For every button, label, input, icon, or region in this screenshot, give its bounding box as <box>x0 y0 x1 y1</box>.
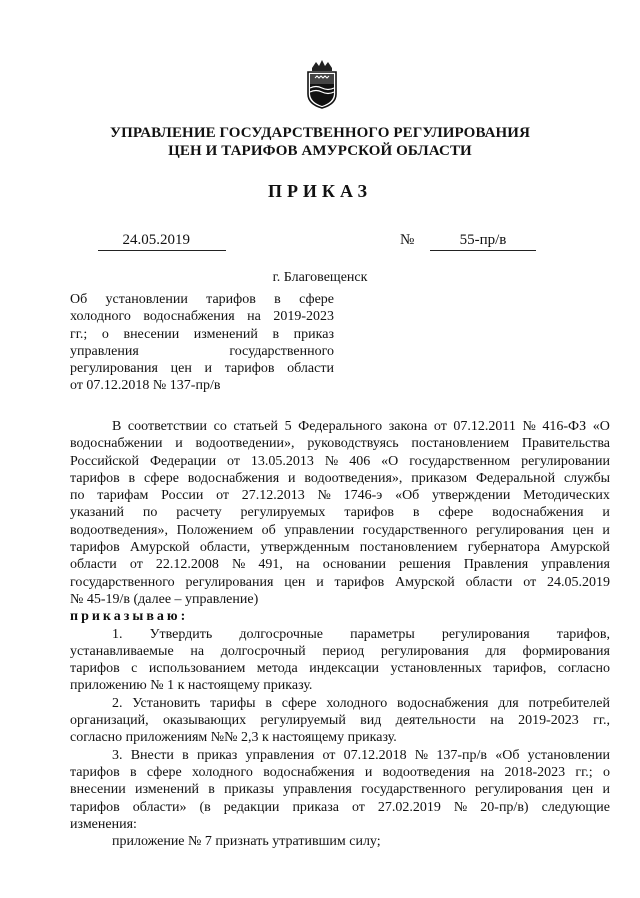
body-line <box>70 591 610 608</box>
body-line: устанавливаемые на долгосрочный период регулирования для формирования <box>70 643 610 659</box>
body-line <box>70 833 610 850</box>
subject-word: и <box>204 361 213 377</box>
subject-line <box>70 291 334 308</box>
order-body <box>70 418 610 850</box>
subject-word: установлении <box>105 292 188 307</box>
subject-word: на <box>247 309 261 325</box>
subject-word: управления <box>70 343 139 359</box>
organization-name <box>80 124 560 160</box>
body-line: тарифов в сфере водоснабжения и водоотведения», приказом Федеральной службы <box>70 470 610 486</box>
body-line: 3. Внести в приказ управления от 07.12.2018 № 137-пр/в «Об установлении <box>112 747 610 763</box>
subject-word: холодного <box>70 309 131 325</box>
subject-line <box>70 360 334 377</box>
subject-word: государственного <box>229 343 334 359</box>
body-line-text: приложению № 1 к настоящему приказу. <box>70 678 313 694</box>
subject-word: тарифов <box>206 292 256 307</box>
body-line <box>70 729 610 746</box>
body-line: Российской Федерации от 13.05.2013 № 406 «О государственном регулировании <box>70 453 610 469</box>
body-line-text: приложение № 7 признать утратившим силу; <box>112 834 381 850</box>
subject-word: в <box>274 292 281 307</box>
body-line: государственного регулирования цен и тарифов Амурской области от 24.05.2019 <box>70 574 610 590</box>
body-line-text: приказываю: <box>70 609 189 625</box>
subject-line <box>70 326 334 343</box>
body-line: 1. Утвердить долгосрочные параметры регулирования тарифов, <box>112 626 610 642</box>
body-line-text: согласно приложениям №№ 2,3 к настоящему приказу. <box>70 730 397 746</box>
subject-word: Об <box>70 292 88 307</box>
org-line-1: УПРАВЛЕНИЕ ГОСУДАРСТВЕННОГО РЕГУЛИРОВАНИЯ <box>109 125 531 141</box>
body-line: тарифов в сфере холодного водоснабжения и водоотведения на 2018-2023 гг.; о <box>70 764 610 780</box>
subject-word: гг.; <box>70 326 88 342</box>
subject-word: области <box>287 361 334 377</box>
body-line: водоснабжении и водоотведении», руководствуясь постановлением Правительства <box>70 436 610 452</box>
body-line: внесении изменений в приказы управления государственного регулирования цен и <box>70 782 610 798</box>
city-name: г. Благовещенск <box>272 270 368 285</box>
subject-word: от 07.12.2018 № 137-пр/в <box>70 378 221 394</box>
subject-word: в <box>272 326 280 342</box>
subject-word: регулирования <box>70 361 158 377</box>
subject-word: 2019-2023 <box>273 309 334 325</box>
subject-word: сфере <box>299 292 334 307</box>
number-sign: № <box>400 232 415 248</box>
subject-word: водоснабжения <box>143 309 235 325</box>
body-line: тарифов с использованием метода индексации установленных тарифов, согласно <box>70 661 610 677</box>
body-line: В соответствии со статьей 5 Федерального закона от 07.12.2011 № 416-ФЗ «О <box>112 419 610 434</box>
order-verb <box>70 608 610 625</box>
subject-line <box>70 343 334 360</box>
body-line-text: № 45-19/в (далее – управление) <box>70 591 259 607</box>
body-line: тарифов Амурской области, утвержденным постановлением губернатора Амурской <box>70 540 610 556</box>
order-date-field <box>98 232 226 251</box>
subject-line <box>70 377 334 394</box>
subject-line <box>70 308 334 325</box>
subject-word: цен <box>170 361 192 377</box>
body-line <box>70 816 610 833</box>
body-line: 2. Установить тарифы в сфере холодного водоснабжения для потребителей <box>112 695 610 711</box>
body-line-text: изменения: <box>70 816 137 832</box>
body-line: указаний по расчету регулируемых тарифов в сфере водоснабжения и <box>70 505 610 521</box>
org-line-2: ЦЕН И ТАРИФОВ АМУРСКОЙ ОБЛАСТИ <box>168 143 472 159</box>
coat-of-arms-icon <box>304 58 340 110</box>
document-title: ПРИКАЗ <box>267 181 373 201</box>
subject-word: изменений <box>193 326 258 342</box>
body-line <box>70 677 610 694</box>
body-line: по тарифам России от 27.12.2013 № 1746-э «Об утверждении Методических <box>70 488 610 504</box>
subject-word: приказ <box>293 326 334 342</box>
subject-word: тарифов <box>224 361 275 377</box>
order-number: 55-пр/в <box>459 232 507 248</box>
order-date: 24.05.2019 <box>122 232 190 248</box>
subject-word: внесении <box>123 326 180 342</box>
body-line: водоотведения», Положением об управлении государственного регулирования цен и <box>70 522 610 538</box>
body-line: организаций, оказывающих регулируемый вид деятельности на 2019-2023 гг., <box>70 713 610 729</box>
subject-word: о <box>101 326 109 342</box>
order-subject <box>70 291 334 395</box>
order-number-field <box>430 232 536 251</box>
body-line: области от 22.12.2008 № 491, на основании решения Правления управления <box>70 557 610 573</box>
body-line: тарифов области» (в редакции приказа от 27.02.2019 № 20-пр/в) следующие <box>70 799 610 815</box>
